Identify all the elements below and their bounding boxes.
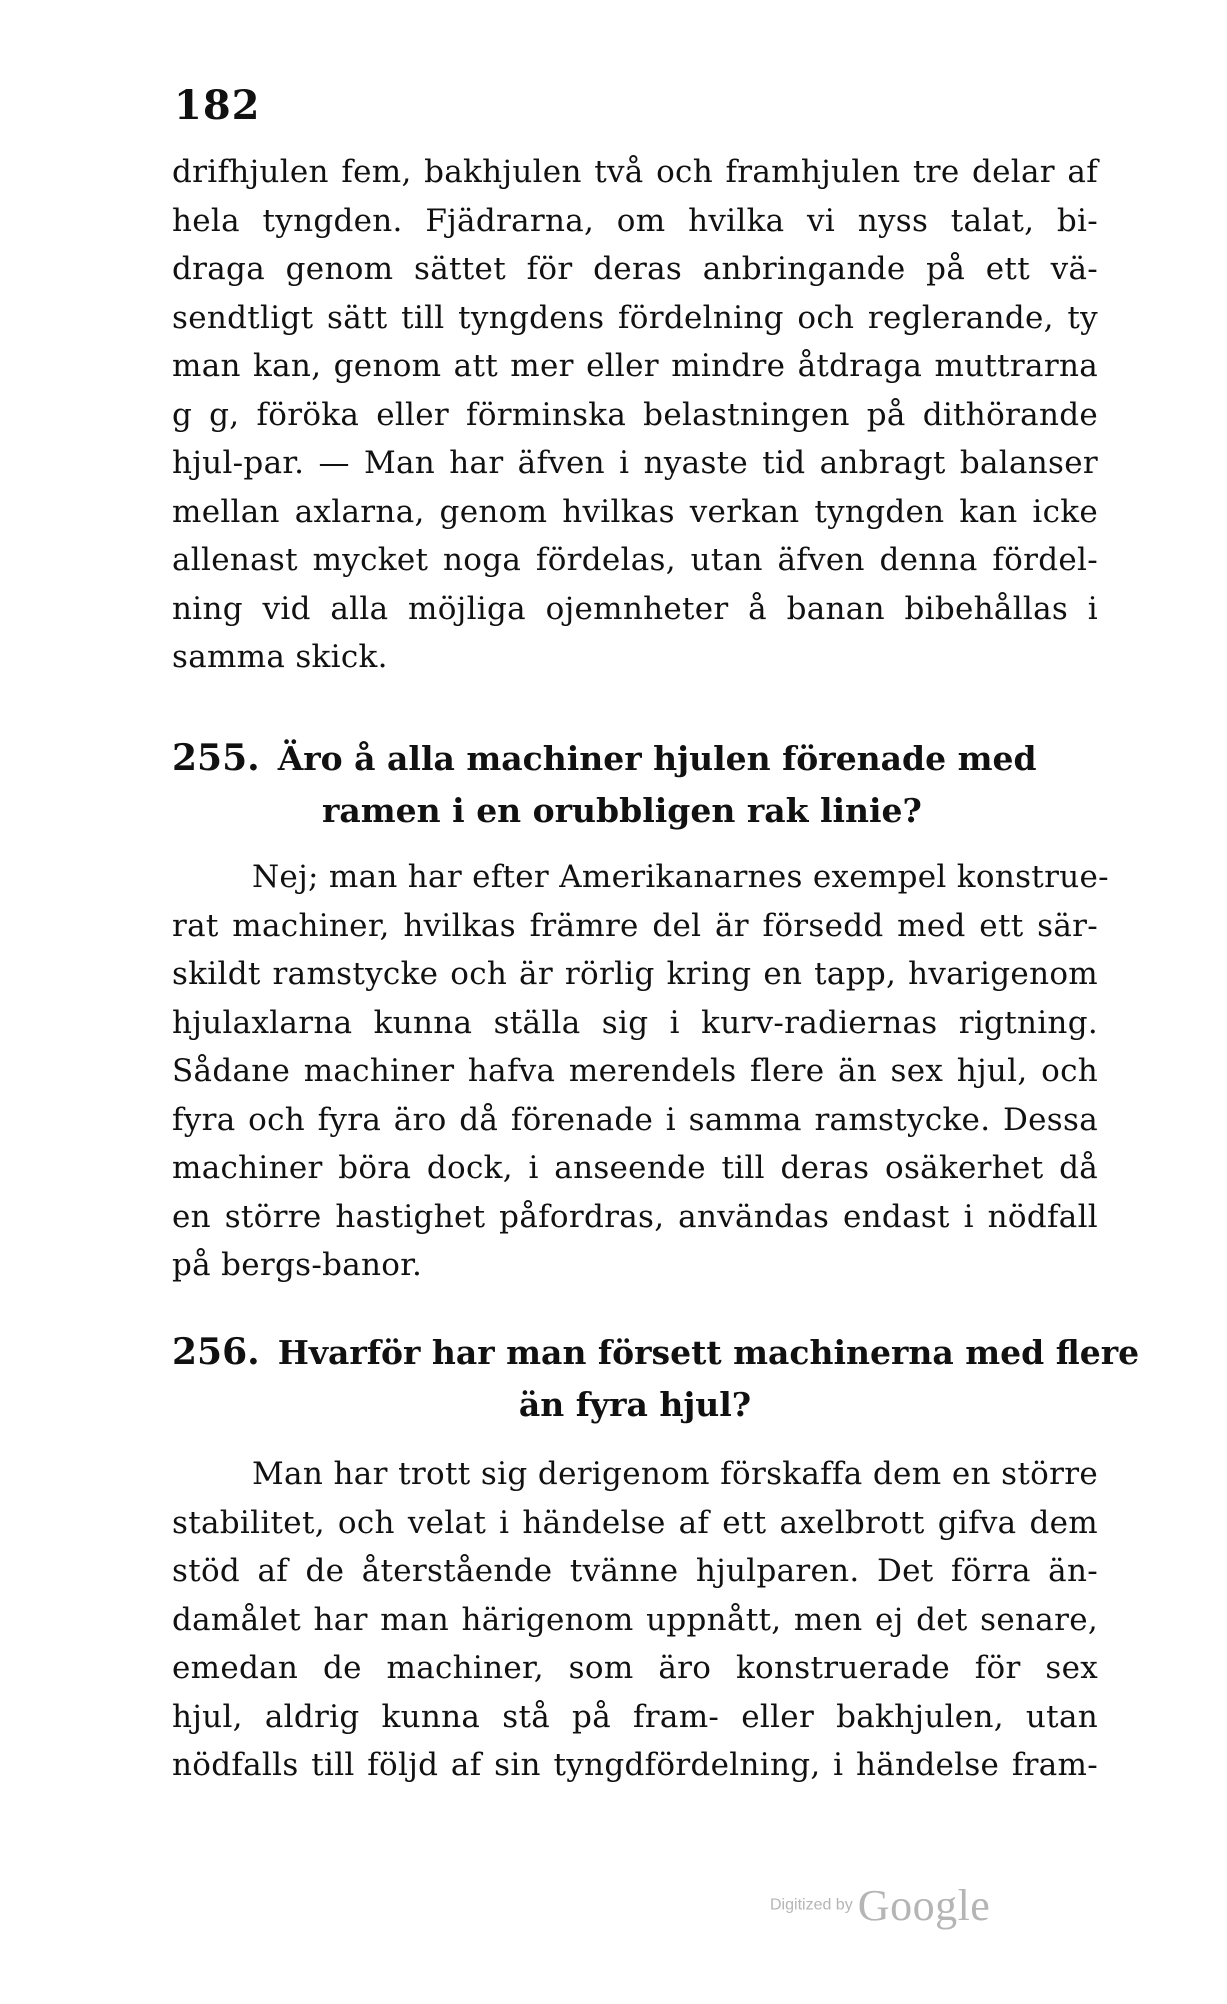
section-title: Hvarför har man försett machinerna med flere: [277, 1333, 1140, 1372]
text-line: drifhjulen fem, bakhjulen två och framhjulen tre delar af: [172, 154, 1098, 190]
text-line: nödfalls till följd af sin tyngdfördelning, i händelse fram-: [172, 1747, 1098, 1783]
text-line: machiner böra dock, i anseende till deras osäkerhet då: [172, 1150, 1098, 1186]
text-line: en större hastighet påfordras, användas endast i nödfall: [172, 1198, 1098, 1235]
text-line: stabilitet, och velat i händelse af ett axelbrott gifva dem: [172, 1504, 1098, 1541]
text-line: skildt ramstycke och är rörlig kring en tapp, hvarigenom: [172, 956, 1098, 992]
section-256-heading: [172, 1326, 1140, 1431]
text-line: hela tyngden. Fjädrarna, om hvilka vi nyss talat, bi-: [172, 202, 1098, 239]
text-line: fyra och fyra äro då förenade i samma ramstycke. Dessa: [172, 1101, 1098, 1138]
text-line: stöd af de återstående tvänne hjulparen. Det förra än-: [172, 1553, 1098, 1589]
text-line: mellan axlarna, genom hvilkas verkan tyngden kan icke: [172, 493, 1098, 530]
section-256-body: [172, 1450, 1098, 1790]
section-255-heading: [172, 732, 1098, 837]
text-line: hjul-par. — Man har äfven i nyaste tid anbragt balanser: [172, 445, 1098, 481]
section-255-body: [172, 853, 1109, 1290]
text-line: Man har trott sig derigenom förskaffa dem en större: [252, 1456, 1098, 1492]
page-number: 182: [174, 82, 261, 129]
text-line: hjulaxlarna kunna ställa sig i kurv-radiernas rigtning.: [172, 1004, 1098, 1041]
section-title: Äro å alla machiner hjulen förenade med: [277, 739, 1037, 778]
section-number: 256.: [172, 1331, 260, 1373]
google-logo: Google: [857, 1881, 991, 1930]
text-line: draga genom sättet för deras anbringande på ett vä-: [172, 251, 1098, 287]
text-line: på bergs-banor.: [172, 1247, 423, 1283]
text-line: g g, föröka eller förminska belastningen på dithörande: [172, 396, 1098, 433]
text-line: sendtligt sätt till tyngdens fördelning och reglerande, ty: [172, 299, 1098, 336]
text-line: rat machiner, hvilkas främre del är försedd med ett sär-: [172, 907, 1098, 944]
text-line: damålet har man härigenom uppnått, men ej det senare,: [172, 1601, 1098, 1638]
text-line: ning vid alla möjliga ojemnheter å banan bibehållas i: [172, 590, 1098, 627]
text-line: man kan, genom att mer eller mindre åtdraga muttrarna: [172, 348, 1098, 384]
text-line: samma skick.: [172, 639, 388, 675]
section-title-continued: ramen i en orubbligen rak linie?: [322, 791, 922, 830]
paragraph-1: [172, 148, 1098, 682]
text-line: Nej; man har efter Amerikanarnes exempel konstrue-: [252, 859, 1109, 895]
text-line: emedan de machiner, som äro konstruerade för sex: [172, 1650, 1098, 1686]
section-title-continued: än fyra hjul?: [518, 1385, 752, 1424]
text-line: Sådane machiner hafva merendels flere än sex hjul, och: [172, 1053, 1098, 1089]
text-line: hjul, aldrig kunna stå på fram- eller bakhjulen, utan: [172, 1698, 1098, 1735]
section-number: 255.: [172, 737, 260, 779]
digitized-by-google-watermark: [770, 1880, 990, 1931]
text-line: allenast mycket noga fördelas, utan äfven denna fördel-: [172, 542, 1098, 578]
watermark-prefix: Digitized by: [770, 1896, 853, 1914]
